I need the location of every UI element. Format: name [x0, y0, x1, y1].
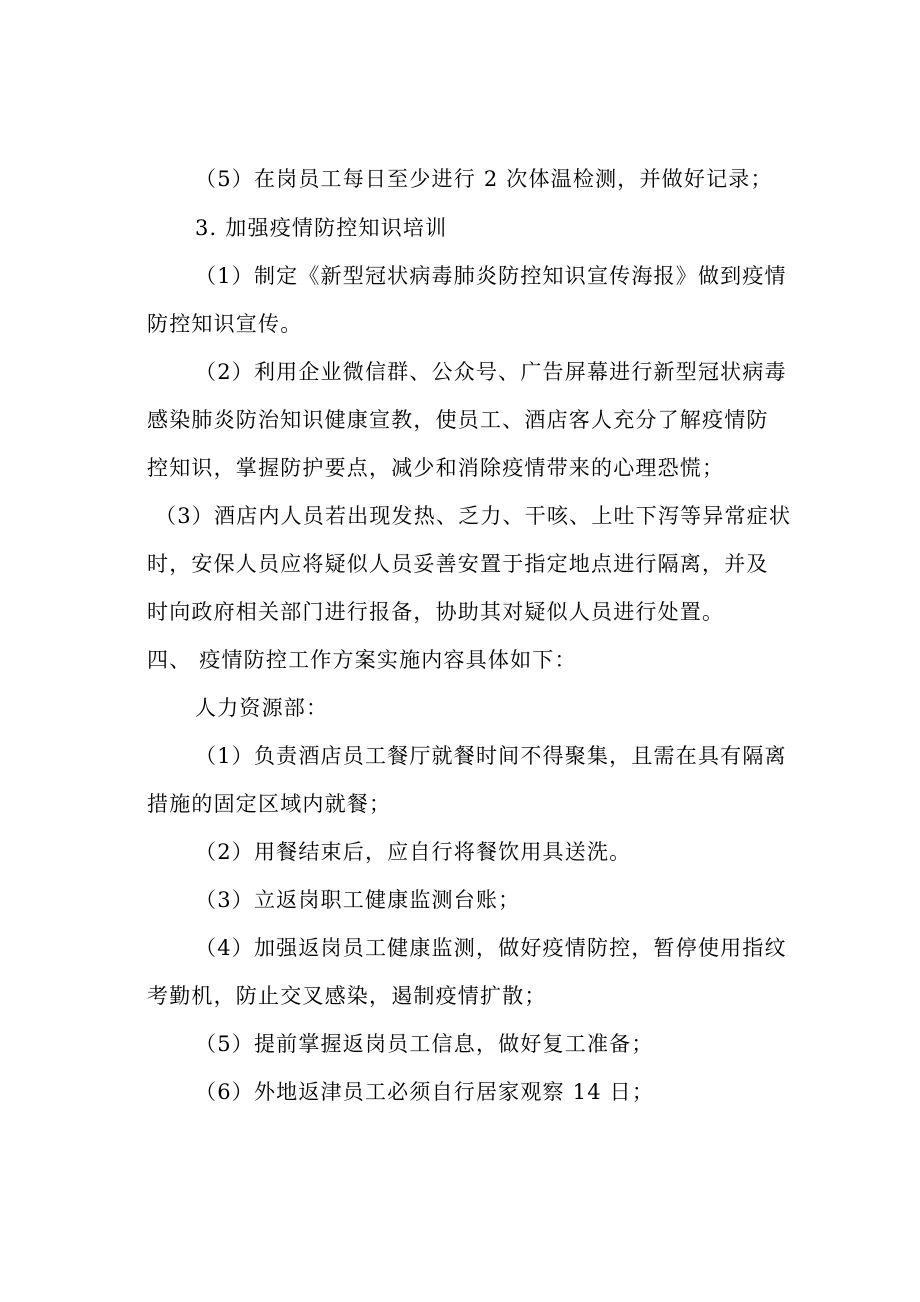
body-line: （1）负责酒店员工餐厅就餐时间不得聚集，且需在具有隔离 [195, 744, 787, 768]
body-line: 考勤机，防止交叉感染，遏制疫情扩散； [147, 984, 547, 1008]
section-heading: 四、 疫情防控工作方案实施内容具体如下： [147, 648, 577, 672]
body-line: （2）用餐结束后，应自行将餐饮用具送洗。 [195, 840, 632, 864]
body-line: 控知识，掌握防护要点，减少和消除疫情带来的心理恐慌； [147, 456, 725, 480]
body-line: （6）外地返津员工必须自行居家观察 14 日； [195, 1080, 655, 1104]
body-line: 时，安保人员应将疑似人员妥善安置于指定地点进行隔离，并及 [147, 552, 769, 576]
body-line: 防控知识宣传。 [147, 312, 303, 336]
body-line: （1）制定《新型冠状病毒肺炎防控知识宣传海报》做到疫情 [195, 264, 787, 288]
body-line: 感染肺炎防治知识健康宣教，使员工、酒店客人充分了解疫情防 [147, 408, 769, 432]
body-line: （4）加强返岗员工健康监测，做好疫情防控，暂停使用指纹 [195, 936, 787, 960]
section-heading: 3. 加强疫情防控知识培训 [195, 216, 448, 240]
body-line: 措施的固定区域内就餐； [147, 792, 392, 816]
subsection-heading: 人力资源部： [195, 696, 329, 720]
body-line: （5）在岗员工每日至少进行 2 次体温检测，并做好记录； [195, 167, 773, 191]
body-line: （3）立返岗职工健康监测台账； [195, 888, 521, 912]
body-line: （5）提前掌握返岗员工信息，做好复工准备； [195, 1032, 654, 1056]
body-line: （2）利用企业微信群、公众号、广告屏幕进行新型冠状病毒 [195, 360, 787, 384]
body-line: （3）酒店内人员若出现发热、乏力、干咳、上吐下泻等异常症状 [155, 504, 792, 528]
body-line: 时向政府相关部门进行报备，协助其对疑似人员进行处置。 [147, 600, 725, 624]
